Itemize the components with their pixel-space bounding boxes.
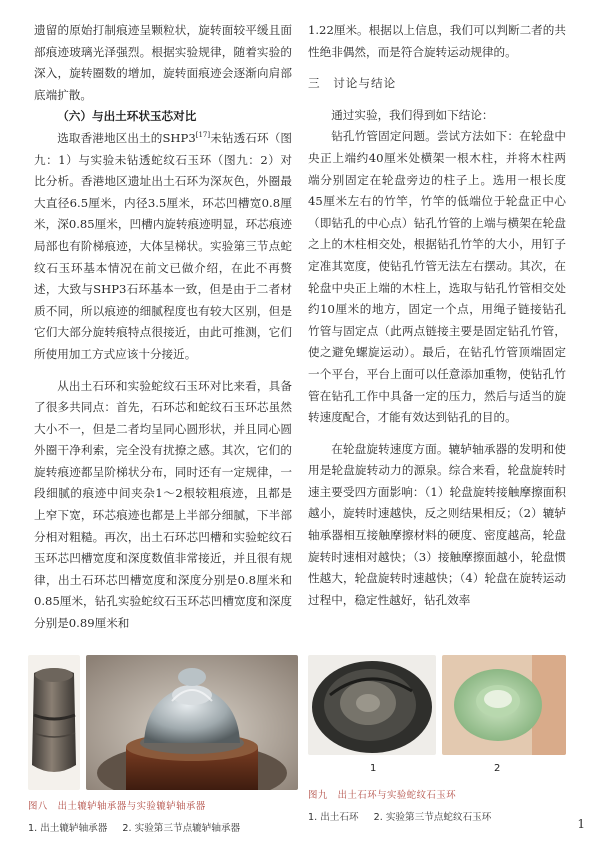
figure-9-subcaption-2: 2. 实验第三节点蛇纹石玉环 (373, 812, 492, 823)
left-paragraph-2 (34, 128, 292, 366)
figure-9-subcaptions (308, 809, 566, 823)
subsection-heading: （六）与出土环状玉芯对比 (57, 109, 197, 124)
figure-9-caption: 图九 出土石环与实验蛇纹石玉环 (308, 790, 457, 801)
right-paragraph-1: 1.22厘米。根据以上信息，我们可以判断二者的共性绝非偶然，而是符合旋转运动规律的。 (308, 23, 566, 59)
left-paragraph-1: 遗留的原始打制痕迹呈颗粒状，旋转面较平缓且面部痕迹玻璃光泽强烈。根据实验规律，随着实验的深入，旋转圈数的增加，旋转面痕迹会逐渐向肩部底端扩散。 (34, 23, 292, 102)
figure-8-subcaptions (28, 820, 298, 834)
figure-8-photo-excavated-bearing (28, 655, 80, 790)
figure-8-photo-experimental-bearing (86, 655, 298, 790)
reference-mark: [17] (195, 131, 211, 140)
figure-9-photo-jade-ring (442, 655, 566, 755)
figure-9-label-1: 1 (370, 763, 377, 774)
left-column (34, 20, 292, 635)
figure-9-photo-stone-ring (308, 655, 436, 755)
figure-8-caption: 图八 出土辘轳轴承器与实验辘轳轴承器 (28, 801, 206, 812)
left-paragraph-3: 从出土石环和实验蛇纹石玉环对比来看，具备了很多共同点：首先，石环芯和蛇纹石玉环芯虽然大小不一，但是二者均呈同心圆形状，并且同心圆外圈干净利索，完全没有扰撩之感。其次，它们的旋转痕迹都呈阶梯状分布，同时还有一定规律，一段细腻的痕迹中间夹杂1～2根较粗痕迹，且都是上窄下宽，环芯痕迹也都是上半部分细腻，下半部分相对粗糙。再次，出土石环芯凹槽和实验蛇纹石玉环芯凹槽宽度和深度数值非常接近，并且很有规律，出土石环芯凹槽宽度和深度分别是0.8厘米和0.85厘米，钻孔实验蛇纹石玉环芯凹槽宽度和深度分别是0.89厘米和 (34, 378, 292, 631)
right-paragraph-4: 在轮盘旋转速度方面。辘轳轴承器的发明和使用是轮盘旋转动力的源泉。综合来看，轮盘旋转时速主要受四方面影响：（1）轮盘旋转接触摩擦面积越小，旋转时速越快，反之则结果相反；（2）辘轳轴承器相互接触摩擦材料的硬度、密度越高，轮盘旋转时速相对越快；（3）接触摩擦面越小，轮盘惯性越大，轮盘旋转时速越快；（4）轮盘在旋转运动过程中，稳定性越好，钻孔效率 (308, 441, 566, 607)
left-paragraph-2-rest: 未钻透石环（图九：1）与实验未钻透蛇纹石玉环（图九：2）对比分析。香港地区遗址出土石环为深灰色，外圈最大直径6.5厘米，内径3.5厘米，环芯凹槽宽0.8厘米，深0.85厘米，凹槽内旋转痕迹明显，环芯痕迹局部也有阶梯痕迹，大体呈梯状。实验第三节点蛇纹石玉环基本情况在前文已做介绍，在此不再赘述，大致与SHP3石环基本一致，但是由于二者材质不同，所以痕迹的细腻程度也有较大区别，但是它们大部分旋转痕特点很接近，由此可推测，它们所使用加工方式应该十分接近。 (34, 130, 292, 361)
page-edge-mark: 1 (577, 817, 585, 831)
figure-9-label-2: 2 (494, 763, 501, 774)
right-column (308, 20, 566, 611)
right-paragraph-2: 通过实验，我们得到如下结论： (331, 107, 494, 122)
figure-9-subcaption-1: 1. 出土石环 (308, 812, 359, 823)
section-title: 三 讨论与结论 (308, 76, 397, 91)
figure-9 (308, 655, 566, 823)
figure-8 (28, 655, 298, 834)
left-paragraph-2-start: 选取香港地区出土的SHP3 (57, 130, 196, 145)
right-paragraph-3: 钻孔竹管固定问题。尝试方法如下：在轮盘中央正上端约40厘米处横架一根木柱，并将木柱两端分别固定在轮盘旁边的柱子上。选用一根长度45厘米左右的竹竿，竹竿的低端位于轮盘正中心（即钻孔的中心点）钻孔竹管的上端与横架在轮盘之上的木柱相交处，根据钻孔竹竿的大小，用钉子定准其宽度，使钻孔竹管无法左右摆动。其次，在轮盘中央正上端的木柱上，选取与钻孔竹管相交处约10厘米的地方，固定一个点，用绳子链接钻孔竹管与固定点（此两点链接主要是固定钻孔竹管，使之避免螺旋运动）。最后，在钻孔竹管顶端固定一个平台，平台上面可以任意添加重物，使钻孔竹管在钻孔工作中具备一定的压力，然后与适当的旋转速度配合，才能有效达到钻孔的目的。 (308, 129, 566, 425)
figure-8-subcaption-1: 1. 出土辘轳轴承器 (28, 823, 108, 834)
figure-8-subcaption-2: 2. 实验第三节点辘轳轴承器 (122, 823, 241, 834)
